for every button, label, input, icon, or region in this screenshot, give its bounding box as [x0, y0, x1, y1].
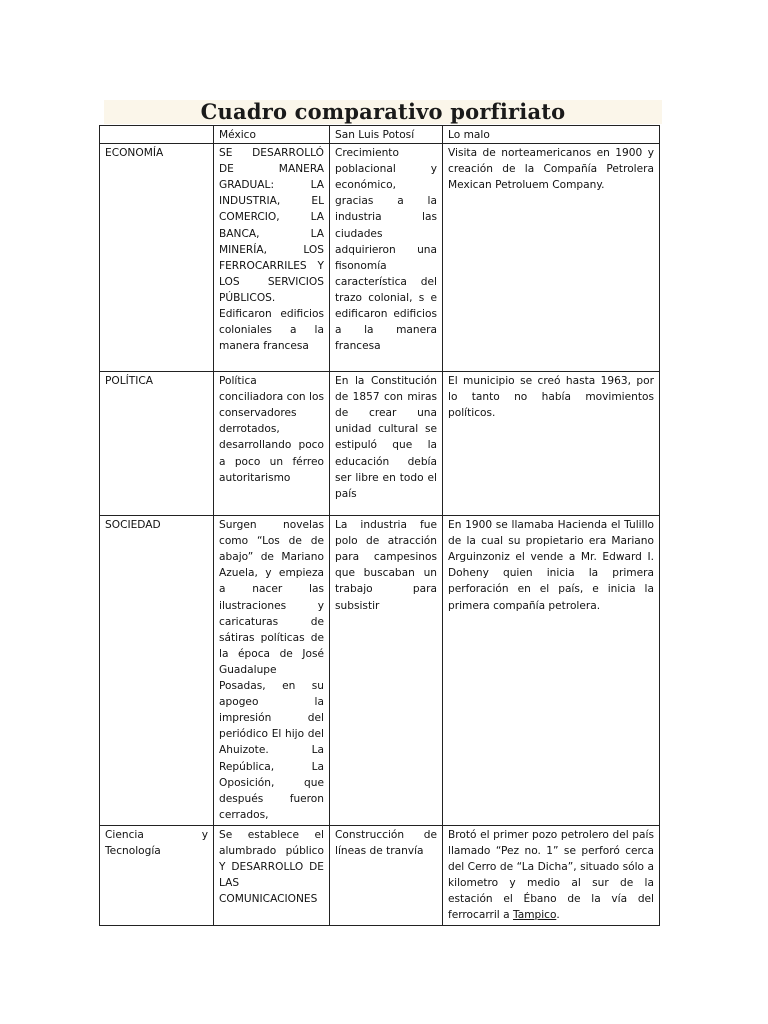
cell-ciencia-malo-text: Brotó el primer pozo petrolero del país llamado “Pez no. 1” se perforó cerca del Cerro de “La Dicha”, situado sólo a kilometro y medio al sur de la estación el Ébano de la vía del ferrocarril a [448, 828, 654, 922]
cell-sociedad-malo: En 1900 se llamaba Hacienda el Tulillo de la cual su propietario era Mariano Arguinzoniz el vende a Mr. Edward I. Doheny quien inicia la primera perforación en el país, e inicia la primera compañía petrolera. [443, 516, 660, 826]
header-row [100, 126, 660, 144]
table-row-sociedad [100, 516, 660, 826]
cell-economia-malo: Visita de norteamericanos en 1900 y creación de la Compañía Petrolera Mexican Petroluem Company. [443, 144, 660, 372]
row-label-economia: ECONOMÍA [100, 144, 214, 372]
header-cell-slp: San Luis Potosí [330, 126, 443, 144]
table-row-ciencia [100, 825, 660, 926]
cell-ciencia-slp: Construcción de líneas de tranvía [330, 825, 443, 926]
cell-politica-slp: En la Constitución de 1857 con miras de crear una unidad cultural se estipuló que la educación debía ser libre en todo el país [330, 372, 443, 516]
cell-ciencia-mexico: Se establece el alumbrado público Y DESARROLLO DE LAS COMUNICACIONES [214, 825, 330, 926]
cell-sociedad-mexico: Surgen novelas como “Los de de abajo” de Mariano Azuela, y empieza a nacer las ilustraciones y caricaturas de sátiras políticas de la época de José Guadalupe Posadas, en su apogeo la impresión del periódico El hijo del Ahuizote. La República, La Oposición, que después fueron cerrados, [214, 516, 330, 826]
row-label-ciencia: Ciencia y Tecnología [100, 825, 214, 926]
cell-politica-mexico: Política conciliadora con los conservadores derrotados, desarrollando poco a poco un férreo autoritarismo [214, 372, 330, 516]
header-cell-lo-malo: Lo malo [443, 126, 660, 144]
table-row-economia [100, 144, 660, 372]
header-cell-mexico: México [214, 126, 330, 144]
cell-politica-malo: El municipio se creó hasta 1963, por lo tanto no había movimientos políticos. [443, 372, 660, 516]
cell-economia-slp: Crecimiento poblacional y económico, gracias a la industria las ciudades adquirieron una fisonomía característica del trazo colonial, s e edificaron edificios a la manera francesa [330, 144, 443, 372]
row-label-politica: POLÍTICA [100, 372, 214, 516]
cell-ciencia-malo [443, 825, 660, 926]
tampico-link[interactable]: Tampico [512, 909, 557, 922]
cell-sociedad-slp: La industria fue polo de atracción para campesinos que buscaban un trabajo para subsistir [330, 516, 443, 826]
cell-economia-mexico: SE DESARROLLÓ DE MANERA GRADUAL: LA INDUSTRIA, EL COMERCIO, LA BANCA, LA MINERÍA, LOS FERROCARRILES Y LOS SERVICIOS PÚBLICOS. Edificaron edificios coloniales a la manera francesa [214, 144, 330, 372]
cell-ciencia-malo-end: . [556, 909, 560, 922]
table-row-politica [100, 372, 660, 516]
header-cell-empty [100, 126, 214, 144]
row-label-sociedad: SOCIEDAD [100, 516, 214, 826]
comparison-table [99, 125, 660, 926]
page-title: Cuadro comparativo porfiriato [200, 99, 566, 124]
